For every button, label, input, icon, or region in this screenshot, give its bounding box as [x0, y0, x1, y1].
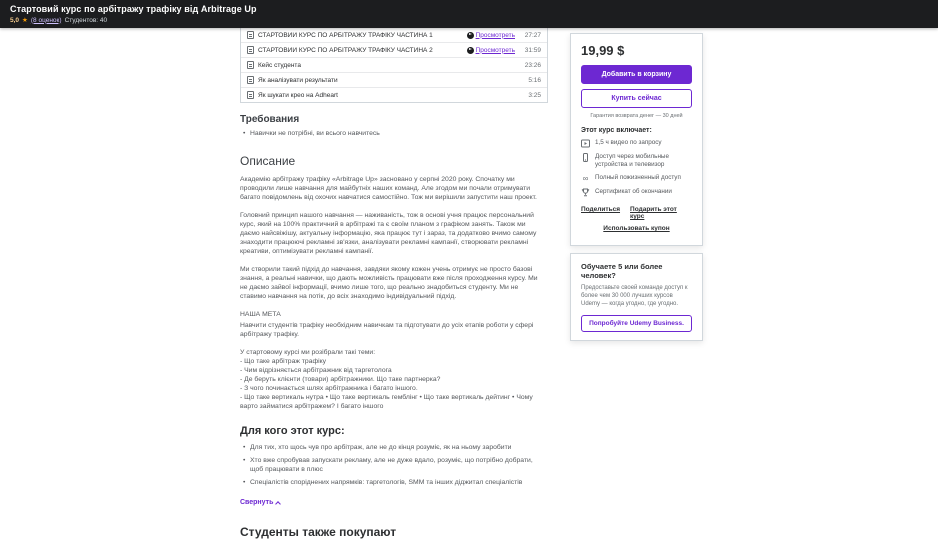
- lecture-duration: 3:25: [528, 91, 541, 99]
- requirements-list: [240, 129, 548, 138]
- preview-link[interactable]: [467, 47, 515, 54]
- lecture-row[interactable]: [241, 57, 547, 72]
- lecture-doc-icon: [247, 61, 254, 69]
- course-price: 19,99 $: [581, 43, 625, 58]
- rating-value: 5,0: [10, 16, 20, 24]
- lecture-row[interactable]: [241, 72, 547, 87]
- goal-text: Навчити студентів трафіку необхідним навичкам та підготувати до усіх етапів роботи у сфері арбітражу трафіку.: [240, 322, 534, 338]
- infinity-icon: ∞: [582, 174, 589, 183]
- goal-label: НАША МЕТА: [240, 311, 281, 318]
- preview-label[interactable]: Просмотреть: [475, 46, 515, 54]
- lecture-title: Як аналізувати результати: [258, 76, 338, 84]
- includes-item: [581, 174, 692, 183]
- b2b-title: Обучаете 5 или более человек?: [581, 262, 663, 280]
- lecture-title: Як шукати крео на Adheart: [258, 91, 338, 99]
- audience-item: • Спеціалістів споріднених напрямків: таргетологів, SMM та інших діджитал спеціалістів: [240, 478, 540, 487]
- chevron-up-icon: [276, 501, 282, 507]
- lecture-duration: 23:26: [524, 61, 541, 69]
- add-to-cart-button[interactable]: Добавить в корзину: [581, 65, 692, 84]
- includes-item: [581, 139, 692, 148]
- lecture-doc-icon: [247, 46, 254, 54]
- audience-heading: Для кого этот курс:: [240, 425, 345, 437]
- description-paragraph: Ми створили такий підхід до навчання, завдяки якому кожен учень отримує не просто базові знання, а реальні навички, що дають можливість працювати вже після проходження курсу. Ми не даємо зайвої інформації, вчимо лише того, що реально знадобиться студенту. Ми не ставимо навчання на потік, до всіх знаходимо індивідуальний підхід.: [240, 266, 538, 300]
- lecture-title: СТАРТОВИЙ КУРС ПО АРБІТРАЖУ ТРАФІКУ ЧАСТИНА 2: [258, 46, 433, 54]
- lecture-doc-icon: [247, 76, 254, 84]
- collapse-description-button[interactable]: [240, 499, 280, 506]
- audience-list: [240, 443, 540, 487]
- preview-play-icon: [467, 32, 474, 39]
- mobile-icon: [581, 153, 590, 162]
- lecture-duration: 27:27: [524, 31, 541, 39]
- purchase-sidebar: [570, 33, 703, 341]
- requirements-heading: Требования: [240, 114, 300, 125]
- includes-heading: Этот курс включает:: [581, 127, 652, 134]
- lecture-duration: 5:16: [528, 76, 541, 84]
- topic-line: - Що таке арбітраж трафіку: [240, 358, 327, 365]
- lecture-row[interactable]: [241, 28, 547, 42]
- lecture-title: СТАРТОВИЙ КУРС ПО АРБІТРАЖУ ТРАФІКУ ЧАСТИНА 1: [258, 31, 433, 39]
- students-also-buy-heading: Студенты также покупают: [240, 525, 397, 539]
- audience-item: • Для тих, хто щось чув про арбітраж, але не до кінця розуміє, як на ньому заробити: [240, 443, 540, 452]
- lecture-duration: 31:59: [524, 46, 541, 54]
- preview-play-icon: [467, 47, 474, 54]
- includes-text: 1,5 ч видео по запросу: [595, 139, 662, 146]
- topic-line: - Що таке вертикаль нутра • Що таке вертикаль гемблінг • Що таке вертикаль дейтинг • Чому варто займатися арбітражем? І багато іншого: [240, 394, 533, 410]
- course-header-bar: [0, 0, 938, 28]
- buy-now-button[interactable]: Купить сейчас: [581, 89, 692, 108]
- play-video-icon: [581, 139, 590, 148]
- udemy-business-card: [570, 253, 703, 341]
- lecture-doc-icon: [247, 91, 254, 99]
- gift-course-button[interactable]: Подарить этот курс: [630, 206, 677, 220]
- lecture-row[interactable]: [241, 42, 547, 57]
- includes-item: [581, 153, 692, 169]
- requirement-item: • Навички не потрібні, ви всього навчитесь: [240, 129, 548, 138]
- description-paragraph: Академію арбітражу трафіку «Arbitrage Up» засновано у серпні 2020 року. Спочатку ми проводили лише навчання для майбутніх наших команд. Але згодом ми почали отримувати багато повідомлень від охочих навчатися самостійно. Тож ми вирішили запустити наш проект.: [240, 176, 537, 201]
- topics-intro: У стартовому курсі ми розібрали такі теми:: [240, 349, 376, 356]
- lecture-title: Кейс студента: [258, 61, 301, 69]
- collapse-label[interactable]: Свернуть: [240, 499, 274, 506]
- lecture-doc-icon: [247, 31, 254, 39]
- trophy-icon: [581, 188, 590, 197]
- preview-label[interactable]: Просмотреть: [475, 31, 515, 39]
- apply-coupon-button[interactable]: Использовать купон: [603, 225, 670, 232]
- includes-text: Доступ через мобильные устройства и телевизор: [595, 153, 669, 168]
- star-icon: ★: [22, 17, 28, 24]
- try-udemy-business-button[interactable]: Попробуйте Udemy Business.: [581, 315, 692, 332]
- topics-block: [240, 348, 540, 411]
- topic-line: - З чого починається шлях арбітражника і багато іншого.: [240, 385, 418, 392]
- course-title: Стартовий курс по арбітражу трафіку від Arbitrage Up: [10, 4, 257, 14]
- students-count: Студентов: 40: [64, 16, 108, 24]
- curriculum-list: [240, 28, 548, 103]
- b2b-description: Предоставьте своей команде доступ к более чем 30 000 лучших курсов Udemy — когда угодно, где угодно.: [581, 285, 688, 307]
- money-back-guarantee: Гарантия возврата денег — 30 дней: [590, 113, 683, 119]
- includes-text: Сертификат об окончании: [595, 188, 672, 195]
- topic-line: - Чим відрізняється арбітражник від таргетолога: [240, 367, 392, 374]
- audience-item: • Хто вже спробував запускати рекламу, але не дуже вдало, розуміє, що потрібно добрати, щоб працювати в плюс: [240, 456, 540, 474]
- lecture-row[interactable]: [241, 87, 547, 102]
- ratings-count-link[interactable]: (8 оценок): [30, 16, 62, 24]
- includes-item: [581, 188, 692, 197]
- share-button[interactable]: Поделиться: [581, 206, 621, 213]
- description-heading: Описание: [240, 154, 296, 168]
- preview-link[interactable]: [467, 32, 515, 39]
- purchase-card: [570, 33, 703, 246]
- course-main-column: [240, 28, 548, 539]
- topic-line: - Де беруть клієнти (товари) арбітражники. Що таке партнерка?: [240, 376, 441, 383]
- description-paragraph: Головний принцип нашого навчання — наживаність, тож в основі учня працює персональний курс, який на 100% практичний в арбітражі та є своїм планом з графіком занять. Також ми даємо найсвіжішу, актуальну інформацію, яка працює тут і зараз, та додатково вчимо самому знаходити працюючі рекламні зв'язки, аналізувати рекламні кампанії, створювати рекламні креативи, оптимізувати рекламні кампанії.: [240, 212, 537, 255]
- includes-text: Полный пожизненный доступ: [595, 174, 681, 181]
